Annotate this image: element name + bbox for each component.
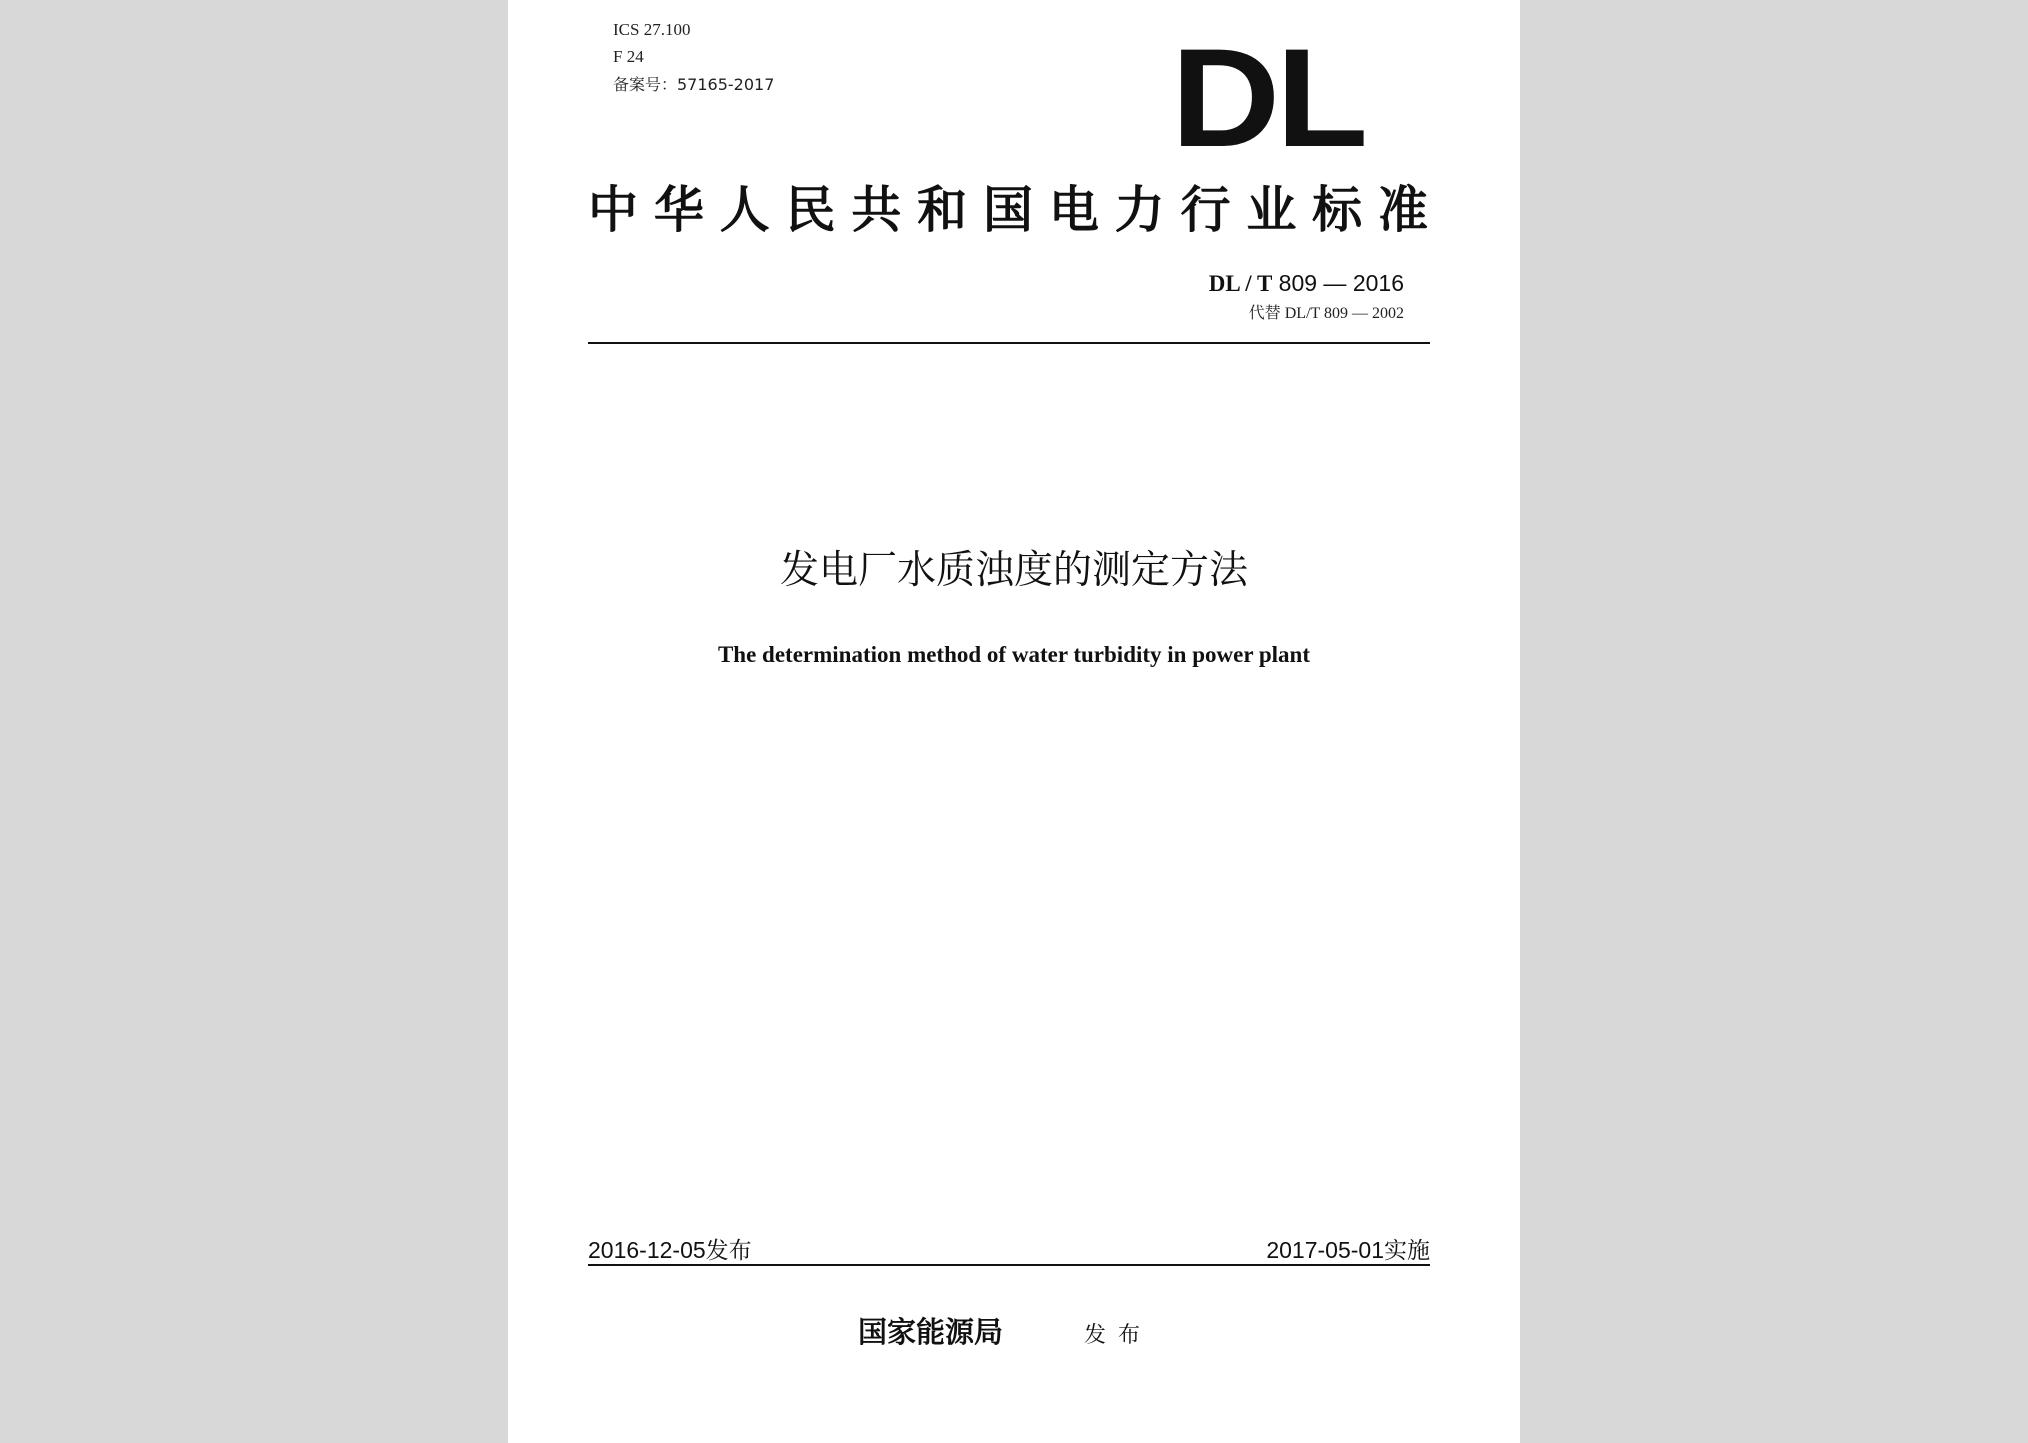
record-number: 备案号：57165-2017 [613, 75, 775, 94]
document-title-zh: 发电厂水质浊度的测定方法 [779, 548, 1248, 593]
document-page [508, 0, 1520, 1443]
header-divider [588, 342, 1430, 344]
ccs-code: F 24 [613, 47, 644, 66]
standard-code [1209, 270, 1404, 297]
issue-label: 发布 [1084, 1323, 1153, 1348]
footer-divider [588, 1264, 1430, 1266]
ics-code: ICS 27.100 [613, 20, 691, 39]
publisher: 国家能源局 [858, 1315, 1004, 1349]
document-title-en: The determination method of water turbidity in power plant [717, 642, 1311, 667]
dl-logo: DL [1171, 19, 1364, 176]
release-date: 2016-12-05发布 [588, 1237, 752, 1263]
implement-date: 2017-05-01实施 [1266, 1237, 1430, 1263]
replaces-standard: 代替 DL/T 809 — 2002 [1248, 305, 1404, 322]
standard-code-number: 809 — 2016 [1278, 270, 1404, 296]
standard-code-prefix: DL / T [1208, 271, 1273, 296]
standard-title: 中华人民共和国电力行业标准 [588, 180, 1430, 239]
